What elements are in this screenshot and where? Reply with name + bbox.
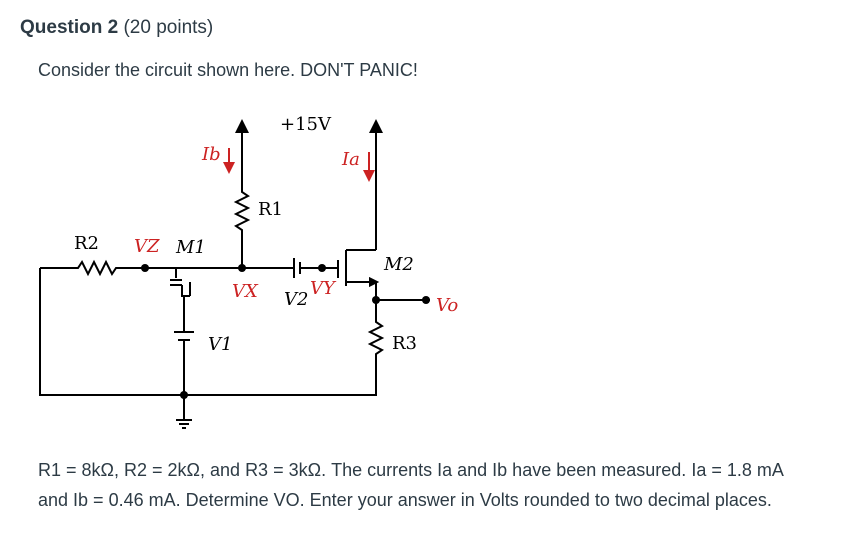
- v2-label: V2: [284, 289, 309, 310]
- supply-label: +15V: [280, 114, 331, 135]
- node-vy: [318, 264, 326, 272]
- node-vo: [422, 296, 430, 304]
- v1-label: V1: [208, 334, 233, 355]
- battery-v1: [174, 296, 194, 395]
- given-values: [38, 455, 828, 515]
- given-r1: R1 = 8kΩ: [38, 460, 114, 480]
- node-m2-source: [372, 296, 380, 304]
- transistor-m1: [170, 268, 190, 296]
- node-vz: [141, 264, 149, 272]
- given-line-1: R1 = 8kΩ, R2 = 2kΩ, and R3 = 3kΩ. The currents Ia and Ib have been measured. Ia = 1.8 mA: [38, 460, 784, 480]
- vx-label: VX: [232, 281, 258, 302]
- battery-v2: [290, 258, 338, 278]
- given-r2: R2 = 2kΩ: [124, 460, 201, 480]
- given-r3: R3 = 3kΩ: [245, 460, 322, 480]
- ia-label: Ia: [342, 149, 360, 170]
- given-instruction: Determine VO. Enter your answer in Volts rounded to two decimal places.: [185, 490, 772, 510]
- given-ib-value: Ib = 0.46 mA: [73, 490, 176, 510]
- node-ground: [180, 391, 188, 399]
- question-prompt: Consider the circuit shown here. DON'T PANIC!: [38, 60, 418, 80]
- wire-m2-source: [376, 282, 430, 300]
- ground-symbol: [176, 395, 192, 428]
- question-title: Question 2: [20, 17, 119, 38]
- vy-label: VY: [310, 278, 335, 299]
- resistor-r3: [370, 300, 382, 360]
- question-points: (20 points): [123, 17, 214, 38]
- given-line-2: and Ib = 0.46 mA. Determine VO. Enter your answer in Volts rounded to two decimal places.: [38, 490, 772, 510]
- m2-label: M2: [384, 254, 414, 275]
- m1-label: M1: [176, 237, 206, 258]
- resistor-r2: [40, 262, 188, 274]
- given-ia-value: Ia = 1.8 mA: [691, 460, 784, 480]
- r2-label: R2: [74, 233, 100, 254]
- given-currents-sentence: The currents Ia and Ib have been measured.: [331, 460, 687, 480]
- node-vx: [238, 264, 246, 272]
- r3-label: R3: [392, 333, 418, 354]
- vo-label: Vo: [436, 295, 459, 316]
- vz-label: VZ: [134, 236, 160, 257]
- r1-label: R1: [258, 199, 284, 220]
- ib-label: Ib: [202, 144, 221, 165]
